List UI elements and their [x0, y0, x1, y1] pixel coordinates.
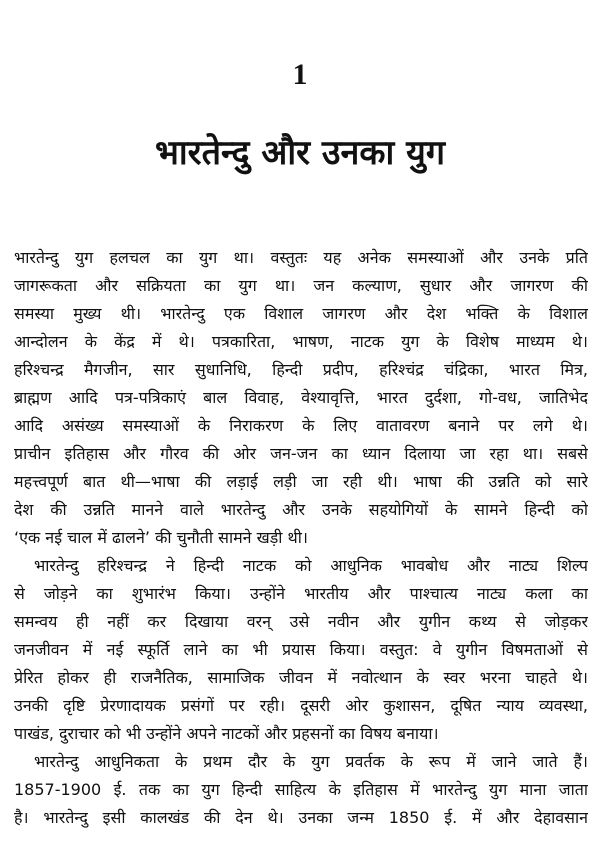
- text-line: ब्राह्मण आदि पत्र-पत्रिकाएं बाल विवाह, वेश्यावृत्ति, भारत दुर्दशा, गो-वध, जातिभेद: [14, 388, 588, 407]
- text-line: आदि असंख्य समस्याओं के निराकरण के लिए वातावरण बनाने पर लगे थे।: [14, 416, 588, 435]
- text-line: समन्वय ही नहीं कर दिखाया वरन् उसे नवीन और युगीन कथ्य से जोड़कर: [14, 612, 588, 631]
- text-line: है। भारतेन्दु इसी कालखंड की देन थे। उनका जन्म 1850 ई. में और देहावसान: [14, 808, 588, 827]
- text-line: पाखंड, दुराचार को भी उन्होंने अपने नाटकों और प्रहसनों का विषय बनाया।: [14, 724, 439, 743]
- chapter-title: भारतेन्दु और उनका युग: [154, 133, 446, 173]
- text-line: भारतेन्दु आधुनिकता के प्रथम दौर के युग प्रवर्तक के रूप में जाने जाते हैं।: [34, 752, 588, 771]
- chapter-body: [14, 244, 588, 832]
- text-line: महत्त्वपूर्ण बात थी—भाषा की लड़ाई लड़ी जा रही थी। भाषा की उन्नति को सारे: [14, 472, 588, 491]
- chapter-number: 1: [292, 58, 308, 91]
- text-line: प्राचीन इतिहास और गौरव की ओर जन-जन का ध्यान दिलाया जा रहा था। सबसे: [14, 444, 588, 463]
- text-line: समस्या मुख्य थी। भारतेन्दु एक विशाल जागरण और देश भक्ति के विशाल: [14, 304, 588, 323]
- text-line: जनजीवन में नई स्फूर्ति लाने का भी प्रयास किया। वस्तुत: वे युगीन विषमताओं से: [14, 640, 588, 659]
- text-line: उनकी दृष्टि प्रेरणादायक प्रसंगों पर रही। दूसरी ओर कुशासन, दूषित न्याय व्यवस्था,: [14, 696, 588, 715]
- text-line: ‘एक नई चाल में ढालने’ की चुनौती सामने खड़ी थी।: [14, 528, 308, 547]
- text-line: 1857-1900 ई. तक का युग हिन्दी साहित्य के इतिहास में भारतेन्दु युग माना जाता: [14, 780, 588, 799]
- text-line: प्रेरित होकर ही राजनैतिक, सामाजिक जीवन में नवोत्थान के स्वर भरना चाहते थे।: [14, 668, 588, 687]
- text-line: से जोड़ने का शुभारंभ किया। उन्होंने भारतीय और पाश्चात्य नाट्य कला का: [14, 584, 588, 603]
- text-line: आन्दोलन के केंद्र में थे। पत्रकारिता, भाषण, नाटक युग के विशेष माध्यम थे।: [14, 332, 588, 351]
- text-line: भारतेन्दु युग हलचल का युग था। वस्तुतः यह अनेक समस्याओं और उनके प्रति: [14, 248, 588, 267]
- text-line: जागरूकता और सक्रियता का युग था। जन कल्याण, सुधार और जागरण की: [14, 276, 588, 295]
- text-line: भारतेन्दु हरिश्चन्द्र ने हिन्दी नाटक को आधुनिक भावबोध और नाट्य शिल्प: [34, 556, 588, 575]
- text-line: हरिश्चन्द्र मैगजीन, सार सुधानिधि, हिन्दी प्रदीप, हरिश्चंद्र चंद्रिका, भारत मित्र,: [14, 360, 588, 379]
- text-line: देश की उन्नति मानने वाले भारतेन्दु और उनके सहयोगियों के सामने हिन्दी को: [14, 500, 588, 519]
